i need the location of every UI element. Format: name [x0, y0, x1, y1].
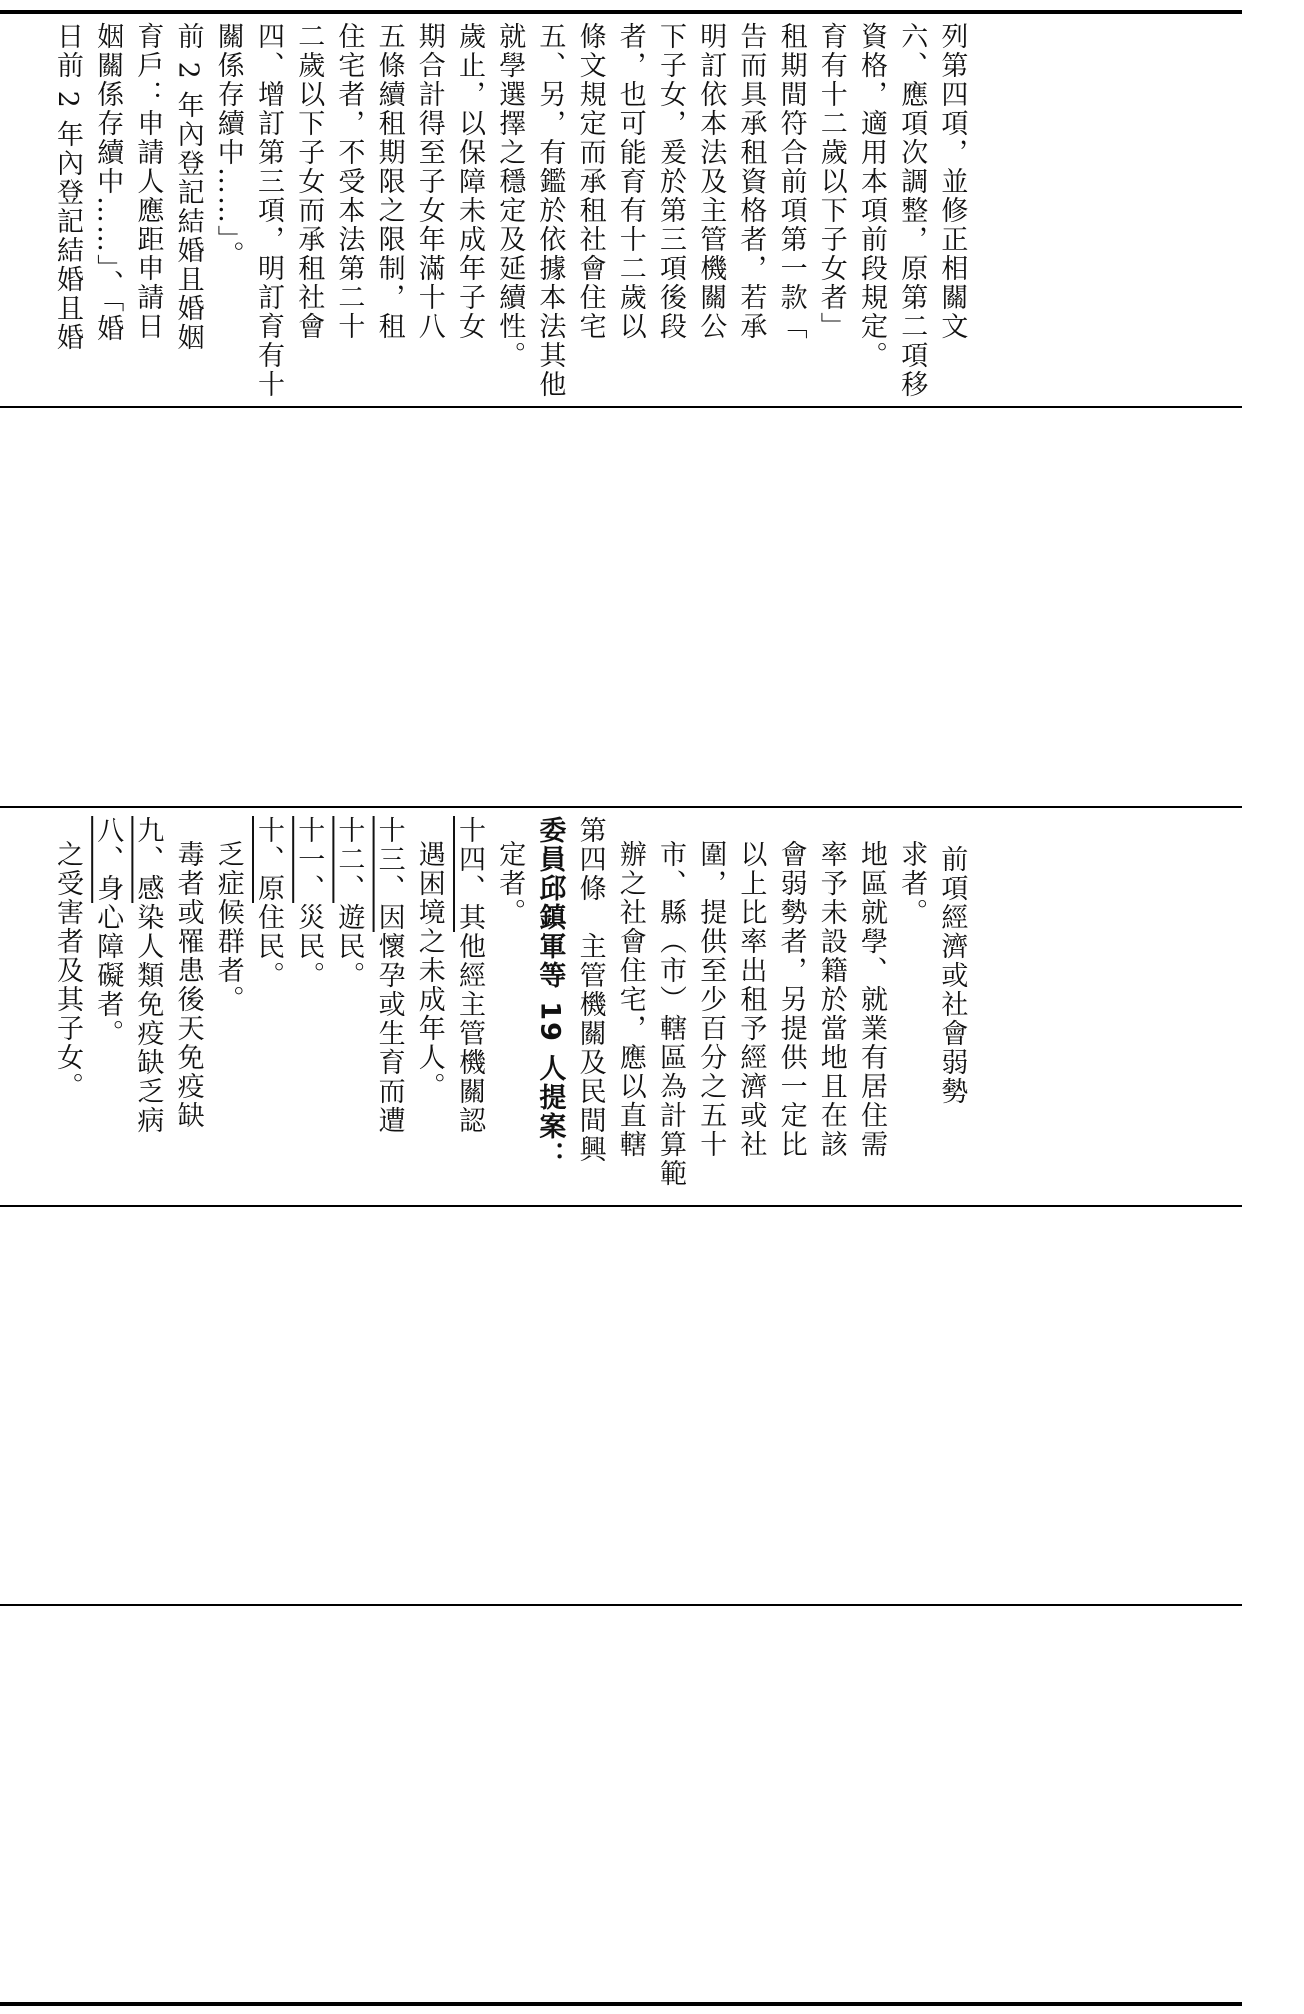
text-line: 五條續租期限之限制，租 — [373, 22, 405, 341]
table-top-rule — [0, 10, 1242, 14]
text-line: 地區就學、就業有居住需 — [856, 840, 887, 1159]
text-line: 遇困境之未成年人。 — [413, 840, 445, 1101]
table-row-divider — [0, 406, 1242, 408]
table-row-divider — [0, 806, 1242, 808]
text-line: 九、感染人類免疫缺乏病 — [132, 816, 164, 1135]
text-line: 八、身心障礙者。 — [92, 816, 124, 1048]
text-line: 明訂依本法及主管機關公 — [695, 22, 727, 341]
text-line: 十、原住民。 — [253, 816, 284, 990]
text-line: 十三、因懷孕或生育而遭 — [373, 816, 405, 1135]
text-line: 前 2 年內登記結婚且婚姻 — [172, 22, 204, 353]
text-line: 第四條 主管機關及民間興 — [574, 816, 606, 1164]
table-row-divider — [0, 1604, 1242, 1606]
text-line: 日前 2 年內登記結婚且婚 — [52, 22, 83, 353]
article-cell — [0, 810, 1240, 1202]
text-line: 定者。 — [494, 840, 526, 927]
text-line: 辦之社會住宅，應以直轄 — [614, 840, 646, 1159]
text-line: 歲止，以保障未成年子女 — [454, 22, 485, 341]
table-row-divider — [0, 1205, 1242, 1207]
text-line: 以上比率出租予經濟或社 — [735, 840, 767, 1159]
text-line: 十四、其他經主管機關認 — [454, 816, 485, 1135]
text-line: 求者。 — [896, 840, 928, 927]
text-line: 圍，提供至少百分之五十 — [695, 840, 727, 1159]
text-line: 租期間符合前項第一款「 — [775, 22, 807, 341]
text-line: 下子女，爰於第三項後段 — [655, 22, 686, 341]
text-line: 四、增訂第三項，明訂育有十 — [253, 22, 284, 399]
text-line: 十一、災民。 — [293, 816, 325, 990]
text-line: 住宅者，不受本法第二十 — [333, 22, 365, 341]
text-line: 二歲以下子女而承租社會 — [293, 22, 325, 341]
explanation-cell — [0, 16, 1240, 402]
text-line: 前項經濟或社會弱勢 — [936, 816, 968, 1106]
text-line: 毒者或罹患後天免疫缺 — [172, 840, 204, 1130]
text-line: 五、另，有鑑於依據本法其他 — [534, 22, 566, 399]
text-line: 就學選擇之穩定及延續性。 — [494, 22, 526, 370]
empty-cell — [0, 1608, 1240, 2000]
text-line: 育有十二歲以下子女者」 — [815, 22, 847, 341]
text-line: 姻關係存續中……」、「婚 — [92, 22, 124, 343]
text-line: 乏症候群者。 — [212, 840, 244, 1014]
text-line: 十二、遊民。 — [333, 816, 365, 990]
text-line: 市、縣（市）轄區為計算範 — [655, 840, 686, 1188]
text-line: 育戶：申請人應距申請日 — [132, 22, 164, 341]
text-line: 列第四項，並修正相關文 — [936, 22, 968, 341]
text-line: 告而具承租資格者，若承 — [735, 22, 767, 341]
text-line: 六、應項次調整，原第二項移 — [896, 22, 928, 399]
text-line: 關係存續中……」。 — [212, 22, 244, 270]
text-line: 條文規定而承租社會住宅 — [574, 22, 606, 341]
proposal-heading: 委員邱鎮軍等 19 人提案： — [534, 816, 566, 1171]
table-bottom-rule — [0, 2002, 1242, 2006]
text-line: 資格，適用本項前段規定。 — [856, 22, 887, 370]
text-line: 之受害者及其子女。 — [52, 840, 83, 1101]
empty-cell — [0, 410, 1240, 802]
text-line: 者，也可能育有十二歲以 — [614, 22, 646, 341]
text-line: 期合計得至子女年滿十八 — [413, 22, 445, 341]
text-line: 率予未設籍於當地且在該 — [815, 840, 847, 1159]
empty-cell — [0, 1209, 1240, 1601]
text-line: 會弱勢者，另提供一定比 — [775, 840, 807, 1159]
